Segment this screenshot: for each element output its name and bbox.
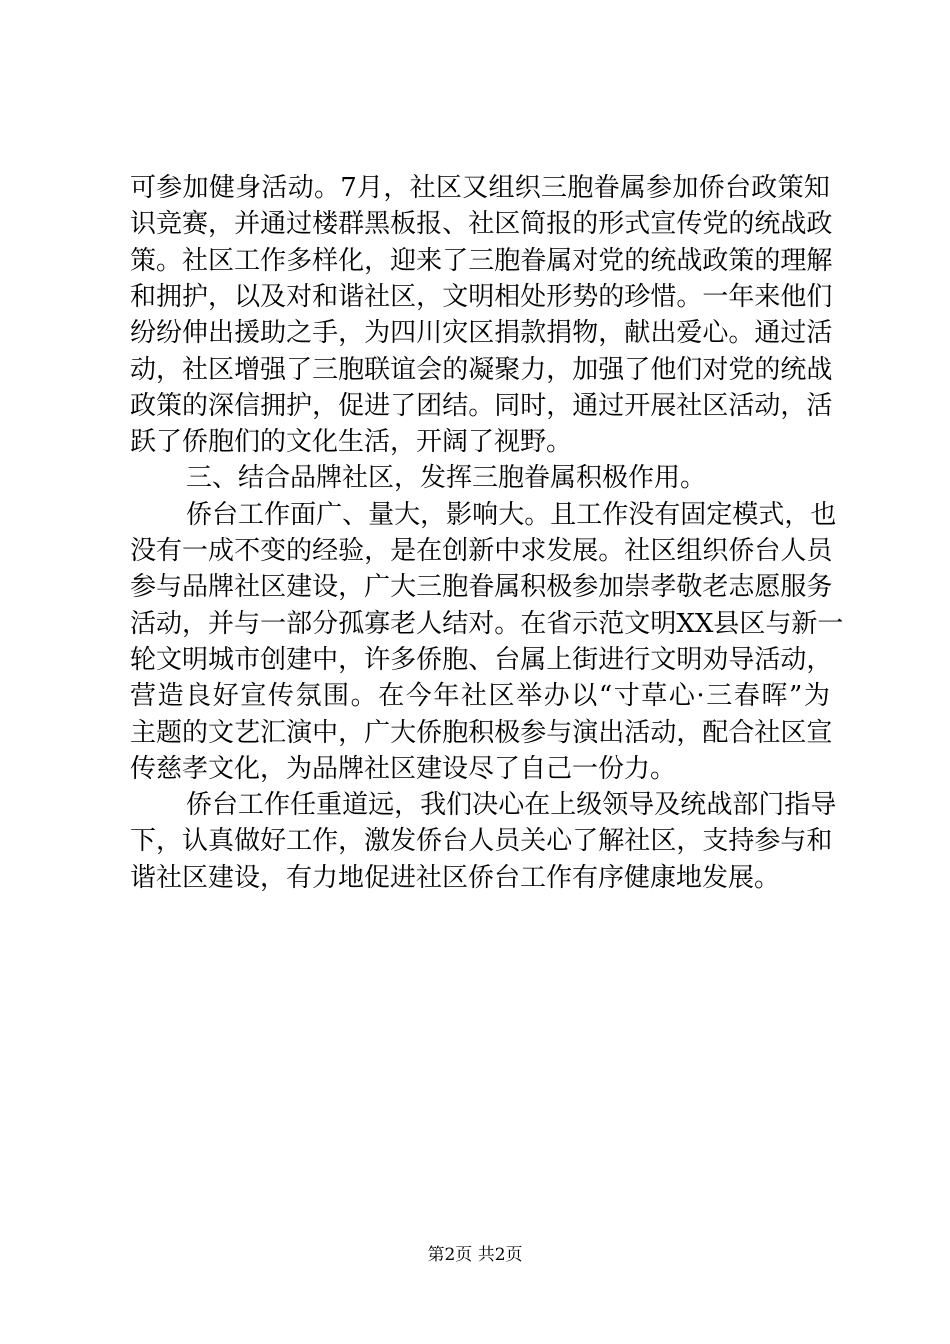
text-line: 动 ， 社 区 增 强 了 三 胞 联 谊 会 的 凝 聚 力 ， 加 强 了 他 们 对 党 的 统 战 [130, 354, 833, 385]
text-line: 三、结合品牌社区，发挥三胞眷属积极作用。 [186, 463, 707, 494]
text-line: 侨 台 工 作 面 广 、 量 大 ， 影 响 大 。 且 工 作 没 有 固 定 模 式 ， 也 [186, 499, 837, 530]
text-line: 策 。 社 区 工 作 多 样 化 ， 迎 来 了 三 胞 眷 属 对 党 的 统 战 政 策 的 理 解 [130, 245, 833, 276]
text-line: 轮 文 明 城 市 创 建 中 ， 许 多 侨 胞 、 台 属 上 街 进 行 文 明 劝 导 活 动 ， [130, 644, 833, 675]
text-line: 主 题 的 文 艺 汇 演 中 ， 广 大 侨 胞 积 极 参 与 演 出 活 动 ， 配 合 社 区 宣 [130, 717, 833, 748]
text-line: 活 动 ， 并 与 一 部 分 孤 寡 老 人 结 对 。 在 省 示 范 文 明 X X 县 区 与 新 一 [130, 608, 844, 639]
text-line: 谐社区建设，有力地促进社区侨台工作有序健康地发展。 [130, 862, 781, 893]
text-line: 纷 纷 伸 出 援 助 之 手 ， 为 四 川 灾 区 捐 款 捐 物 ， 献 出 爱 心 。 通 过 活 [130, 318, 833, 349]
text-line: 下 ， 认 真 做 好 工 作 ， 激 发 侨 台 人 员 关 心 了 解 社 区 ， 支 持 参 与 和 [130, 826, 833, 857]
text-line: 参 与 品 牌 社 区 建 设 ， 广 大 三 胞 眷 属 积 极 参 加 崇 孝 敬 老 志 愿 服 务 [130, 572, 833, 603]
text-line: 营 造 良 好 宣 传 氛 围 。 在 今 年 社 区 举 办 以 “ 寸 草 心 · 三 春 晖 ” 为 [130, 681, 830, 712]
text-line: 识 竞 赛 ， 并 通 过 楼 群 黑 板 报 、 社 区 简 报 的 形 式 宣 传 党 的 统 战 政 [130, 209, 833, 240]
text-line: 传慈孝文化，为品牌社区建设尽了自己一份力。 [130, 753, 677, 784]
text-line: 没 有 一 成 不 变 的 经 验 ， 是 在 创 新 中 求 发 展 。 社 区 组 织 侨 台 人 员 [130, 536, 833, 566]
text-line: 侨 台 工 作 任 重 道 远 ， 我 们 决 心 在 上 级 领 导 及 统 战 部 门 指 导 [186, 790, 837, 821]
text-line: 和 拥 护 ， 以 及 对 和 谐 社 区 ， 文 明 相 处 形 势 的 珍 惜 。 一 年 来 他 们 [130, 281, 833, 312]
page-footer: 第2页 共2页 [427, 1245, 523, 1265]
text-line: 跃了侨胞们的文化生活，开阔了视野。 [130, 427, 573, 458]
text-line: 可 参 加 健 身 活 动 。 7 月 ， 社 区 又 组 织 三 胞 眷 属 参 加 侨 台 政 策 知 [130, 173, 830, 203]
text-line: 政 策 的 深 信 拥 护 ， 促 进 了 团 结 。 同 时 ， 通 过 开 展 社 区 活 动 ， 活 [130, 390, 833, 421]
